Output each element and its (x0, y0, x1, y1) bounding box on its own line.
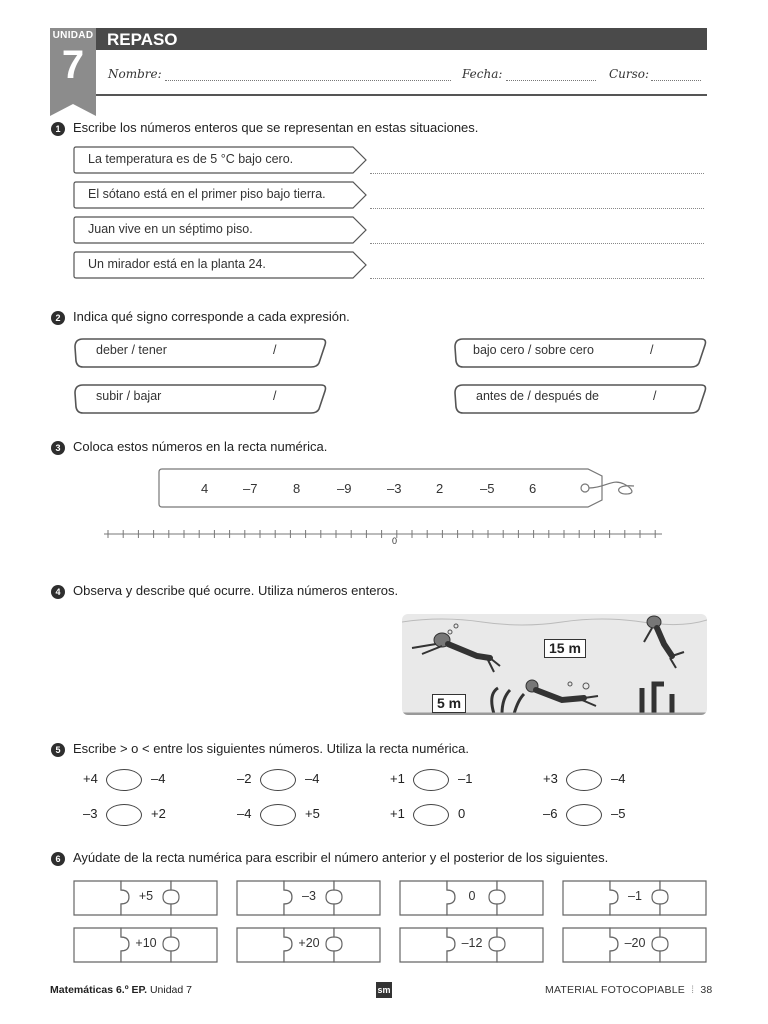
sign-pair-slash: / (273, 389, 277, 403)
depth-sign-5m: 5 m (432, 694, 466, 713)
comparison-right: +5 (305, 806, 320, 821)
name-field[interactable] (165, 79, 451, 81)
footer-unit: Unidad 7 (149, 984, 192, 996)
footer-book (50, 984, 192, 996)
sign-pair-slash: / (650, 343, 654, 357)
comparison-answer-oval[interactable] (566, 769, 602, 791)
puzzle-value: –12 (461, 936, 483, 950)
comparison-left: +3 (543, 771, 558, 786)
page-title: REPASO (107, 30, 178, 49)
comparison-left: –4 (237, 806, 252, 821)
comparison-right: 0 (458, 806, 466, 821)
answer-line[interactable] (370, 207, 704, 209)
puzzle-group[interactable] (562, 926, 708, 964)
puzzle-group[interactable] (399, 926, 545, 964)
exercise-1-item-text: El sótano está en el primer piso bajo tierra. (88, 187, 326, 201)
footer-book-title: Matemáticas 6.º EP. (50, 984, 148, 996)
ticket-number: 4 (201, 481, 209, 496)
comparison-answer-oval[interactable] (413, 804, 449, 826)
sign-pair[interactable] (73, 383, 329, 411)
ticket-number: –5 (480, 481, 495, 496)
exercise-4-number: 4 (51, 585, 65, 599)
exercise-1-instruction: Escribe los números enteros que se representan en estas situaciones. (73, 120, 479, 135)
ticket-number: 8 (293, 481, 301, 496)
header-divider (96, 94, 707, 96)
exercise-1-item (73, 251, 368, 278)
sign-pair[interactable] (453, 383, 709, 411)
puzzle-value: +20 (298, 936, 320, 950)
ticket-number: –3 (387, 481, 402, 496)
comparison-left: +4 (83, 771, 98, 786)
puzzle-group[interactable] (399, 879, 545, 917)
exercise-1-item-text: La temperatura es de 5 °C bajo cero. (88, 152, 294, 166)
comparison-answer-oval[interactable] (106, 769, 142, 791)
comparison-left: –3 (83, 806, 98, 821)
exercise-1-item (73, 181, 368, 208)
exercise-4-instruction: Observa y describe qué ocurre. Utiliza números enteros. (73, 583, 399, 598)
number-line[interactable] (100, 524, 670, 542)
ticket-number: –9 (337, 481, 352, 496)
number-line-zero-label: 0 (392, 536, 398, 546)
puzzle-value: –20 (624, 936, 646, 950)
exercise-5-number: 5 (51, 743, 65, 757)
comparison-right: +2 (151, 806, 166, 821)
sign-pair-text: bajo cero / sobre cero (473, 343, 594, 357)
comparison-right: –5 (611, 806, 626, 821)
title-bar (96, 28, 707, 50)
exercise-1-item (73, 146, 368, 173)
comparison-right: –4 (305, 771, 320, 786)
comparison-right: –4 (151, 771, 166, 786)
comparison-left: +1 (390, 806, 405, 821)
sign-pair-slash: / (273, 343, 277, 357)
unit-number: 7 (61, 43, 85, 87)
sign-pair-text: subir / bajar (96, 389, 162, 403)
puzzle-group[interactable] (236, 926, 382, 964)
sign-pair-text: deber / tener (96, 343, 167, 357)
answer-line[interactable] (370, 277, 704, 279)
answer-line[interactable] (370, 242, 704, 244)
sign-pair-text: antes de / después de (476, 389, 600, 403)
comparison-answer-oval[interactable] (413, 769, 449, 791)
exercise-1-item-text: Un mirador está en la planta 24. (88, 257, 266, 271)
comparison-left: –2 (237, 771, 252, 786)
exercise-6-number: 6 (51, 852, 65, 866)
ticket-number: –7 (243, 481, 258, 496)
puzzle-value: –1 (628, 889, 642, 903)
answer-line[interactable] (370, 172, 704, 174)
exercise-2-instruction: Indica qué signo corresponde a cada expresión. (73, 309, 350, 324)
sign-pair[interactable] (73, 337, 329, 365)
footer-material (545, 984, 712, 996)
publisher-logo: sm (376, 982, 392, 998)
puzzle-value: +10 (135, 936, 157, 950)
ticket-number: 6 (529, 481, 537, 496)
footer-separator: ⁞ (691, 984, 695, 996)
puzzle-group[interactable] (73, 926, 219, 964)
ticket-number: 2 (436, 481, 444, 496)
comparison-answer-oval[interactable] (566, 804, 602, 826)
comparison-right: –1 (458, 771, 473, 786)
date-label: Fecha: (462, 67, 503, 81)
date-field[interactable] (506, 79, 596, 81)
puzzle-value: –3 (302, 889, 316, 903)
exercise-1-number: 1 (51, 122, 65, 136)
course-field[interactable] (651, 79, 701, 81)
comparison-left: +1 (390, 771, 405, 786)
footer-material-label: MATERIAL FOTOCOPIABLE (545, 984, 685, 996)
exercise-3-number: 3 (51, 441, 65, 455)
puzzle-group[interactable] (236, 879, 382, 917)
comparison-left: –6 (543, 806, 558, 821)
depth-sign-15m: 15 m (544, 639, 586, 658)
sign-pair-slash: / (653, 389, 657, 403)
name-label: Nombre: (108, 67, 162, 81)
exercise-1-item (73, 216, 368, 243)
comparison-answer-oval[interactable] (260, 769, 296, 791)
puzzle-group[interactable] (562, 879, 708, 917)
comparison-answer-oval[interactable] (260, 804, 296, 826)
comparison-right: –4 (611, 771, 626, 786)
sign-pair[interactable] (453, 337, 709, 365)
puzzle-value: +5 (138, 889, 154, 903)
puzzle-group[interactable] (73, 879, 219, 917)
exercise-3-instruction: Coloca estos números en la recta numérica. (73, 439, 328, 454)
puzzle-value: 0 (468, 889, 476, 903)
exercise-6-instruction: Ayúdate de la recta numérica para escribir el número anterior y el posterior de los siguientes. (73, 850, 609, 865)
exercise-2-number: 2 (51, 311, 65, 325)
course-label: Curso: (609, 67, 650, 81)
diving-illustration (402, 614, 707, 715)
unit-label: UNIDAD (52, 30, 94, 41)
page-number: 38 (700, 984, 713, 996)
comparison-answer-oval[interactable] (106, 804, 142, 826)
exercise-1-item-text: Juan vive en un séptimo piso. (88, 222, 253, 236)
exercise-5-instruction: Escribe > o < entre los siguientes números. Utiliza la recta numérica. (73, 741, 469, 756)
